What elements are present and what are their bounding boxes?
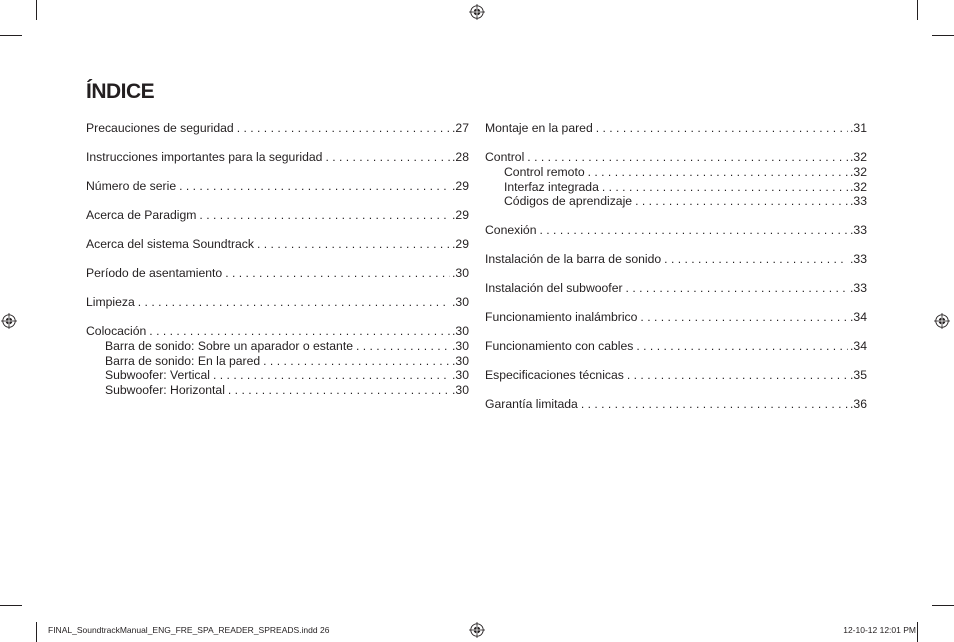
toc-subentry-label: Subwoofer: Horizontal <box>105 382 225 397</box>
crop-mark <box>932 35 954 36</box>
toc-entry-label: Acerca de Paradigm <box>86 208 197 222</box>
toc-entry-page: .29 <box>452 179 469 193</box>
toc-subentry-label: Subwoofer: Vertical <box>105 368 211 382</box>
toc-entry-page: .29 <box>452 208 469 222</box>
toc-entry-page: .27 <box>452 121 469 135</box>
toc-entry[interactable] <box>485 397 867 412</box>
toc-entry[interactable] <box>86 266 469 281</box>
crop-mark <box>36 622 37 642</box>
dot-leader <box>664 252 848 267</box>
crop-mark <box>36 0 37 20</box>
toc-subentry-page: .33 <box>850 194 867 208</box>
toc-entry-label: Montaje en la pared <box>485 121 593 135</box>
crop-mark <box>917 0 918 20</box>
toc-entry-page: .30 <box>452 324 469 338</box>
dot-leader <box>225 266 450 281</box>
toc-entry[interactable] <box>485 368 867 383</box>
page-title: ÍNDICE <box>86 80 155 103</box>
crop-mark <box>917 622 918 642</box>
toc-subentry-label: Códigos de aprendizaje <box>504 194 633 208</box>
toc-entry-label: Período de asentamiento <box>86 266 223 280</box>
toc-subentry-label: Barra de sonido: Sobre un aparador o estante <box>105 339 353 353</box>
toc-subentry[interactable] <box>485 194 867 209</box>
toc-entry[interactable] <box>86 324 469 339</box>
toc-entry-page: .28 <box>452 150 469 164</box>
toc-subentry[interactable] <box>86 383 469 398</box>
toc-subentry[interactable] <box>485 165 867 180</box>
dot-leader <box>356 339 450 354</box>
toc-entry-label: Control <box>485 150 525 164</box>
toc-entry-page: .35 <box>850 367 867 382</box>
dot-leader <box>602 180 848 195</box>
dot-leader <box>636 339 848 354</box>
toc-entry-page: .34 <box>850 338 867 353</box>
toc-entry-page: .29 <box>452 237 469 251</box>
dot-leader <box>581 397 848 412</box>
dot-leader <box>640 310 848 325</box>
toc-entry[interactable] <box>86 179 469 194</box>
dot-leader <box>213 368 450 383</box>
toc-entry[interactable] <box>86 237 469 252</box>
toc-entry[interactable] <box>485 281 867 296</box>
toc-entry[interactable] <box>485 339 867 354</box>
toc-entry[interactable] <box>86 295 469 310</box>
toc-right-column <box>485 121 867 412</box>
toc-entry-page: .36 <box>850 396 867 411</box>
dot-leader <box>635 194 848 209</box>
toc-subentry[interactable] <box>86 354 469 369</box>
crop-mark <box>932 605 954 606</box>
footer-datetime: 12-10-12 12:01 PM <box>843 625 916 635</box>
toc-subentry-page: .30 <box>452 368 469 382</box>
toc-entry[interactable] <box>86 121 469 136</box>
toc-entry-label: Instalación de la barra de sonido <box>485 251 662 266</box>
toc-entry-label: Especificaciones técnicas <box>485 367 624 382</box>
toc-left-column <box>86 121 469 397</box>
dot-leader <box>527 150 848 165</box>
toc-entry-label: Número de serie <box>86 179 177 193</box>
toc-entry-page: .31 <box>850 121 867 135</box>
toc-entry-page: .33 <box>850 251 867 266</box>
toc-entry-page: .30 <box>452 266 469 280</box>
dot-leader <box>179 179 450 194</box>
toc-entry[interactable] <box>86 150 469 165</box>
toc-entry-page: .34 <box>850 309 867 324</box>
registration-mark-icon <box>469 4 485 20</box>
toc-entry-label: Garantía limitada <box>485 396 578 411</box>
crop-mark <box>0 35 22 36</box>
dot-leader <box>626 281 849 296</box>
registration-mark-icon <box>934 313 950 329</box>
toc-subentry-label: Control remoto <box>504 165 585 179</box>
toc-entry-page: .32 <box>850 150 867 164</box>
dot-leader <box>596 121 848 136</box>
toc-subentry[interactable] <box>86 339 469 354</box>
toc-entry[interactable] <box>485 150 867 165</box>
toc-entry-label: Colocación <box>86 324 147 338</box>
toc-entry[interactable] <box>485 121 867 136</box>
toc-entry-label: Precauciones de seguridad <box>86 121 234 135</box>
toc-entry-page: .33 <box>850 280 867 295</box>
toc-entry-label: Instalación del subwoofer <box>485 280 623 295</box>
toc-entry-label: Funcionamiento con cables <box>485 338 634 353</box>
dot-leader <box>257 237 450 252</box>
registration-mark-icon <box>1 313 17 329</box>
toc-subentry[interactable] <box>485 180 867 195</box>
registration-mark-icon <box>469 622 485 638</box>
toc-entry-label: Conexión <box>485 222 537 237</box>
dot-leader <box>199 208 450 223</box>
toc-entry[interactable] <box>485 252 867 267</box>
toc-subentry-page: .30 <box>452 353 469 368</box>
dot-leader <box>540 223 849 238</box>
toc-subentry-label: Interfaz integrada <box>504 179 599 194</box>
toc-subentry-page: .32 <box>850 165 867 179</box>
toc-entry[interactable] <box>485 310 867 325</box>
dot-leader <box>627 368 848 383</box>
dot-leader <box>588 165 848 180</box>
toc-entry-label: Funcionamiento inalámbrico <box>485 309 638 324</box>
toc-entry-page: .33 <box>850 222 867 237</box>
toc-entry-label: Instrucciones importantes para la seguridad <box>86 150 323 164</box>
toc-entry-label: Limpieza <box>86 295 135 309</box>
dot-leader <box>325 150 450 165</box>
dot-leader <box>138 295 450 310</box>
toc-subentry-page: .30 <box>452 339 469 353</box>
toc-entry-page: .30 <box>452 295 469 309</box>
toc-entry[interactable] <box>86 208 469 223</box>
dot-leader <box>149 324 450 339</box>
toc-entry[interactable] <box>485 223 867 238</box>
toc-entry-label: Acerca del sistema Soundtrack <box>86 237 254 251</box>
dot-leader <box>263 354 450 369</box>
toc-subentry-page: .30 <box>452 382 469 397</box>
footer-file-info: FINAL_SoundtrackManual_ENG_FRE_SPA_READER_SPREADS.indd 26 <box>48 625 330 635</box>
dot-leader <box>237 121 450 136</box>
toc-subentry[interactable] <box>86 368 469 383</box>
toc-subentry-label: Barra de sonido: En la pared <box>105 353 261 368</box>
toc-subentry-page: .32 <box>850 179 867 194</box>
dot-leader <box>228 383 450 398</box>
crop-mark <box>0 605 22 606</box>
